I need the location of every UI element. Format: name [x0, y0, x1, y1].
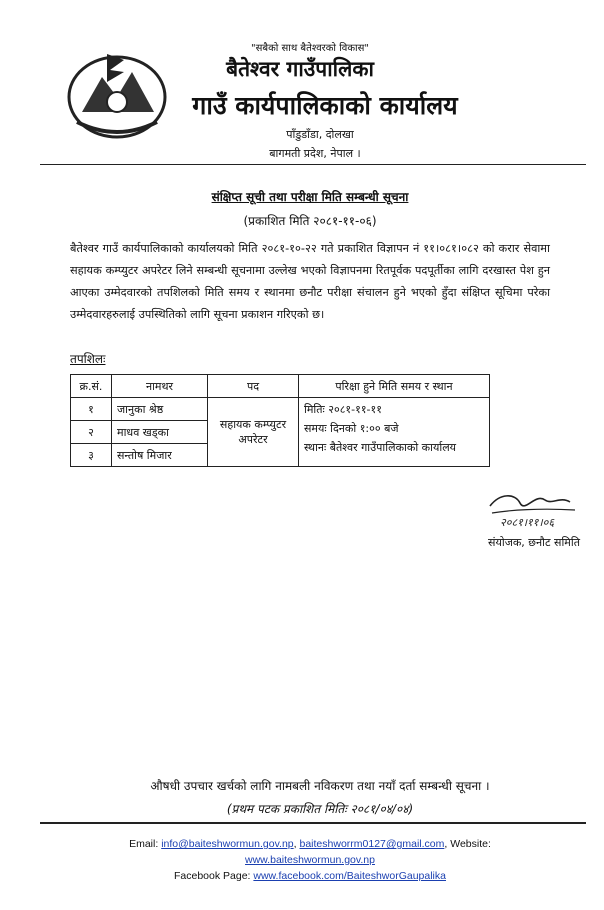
exam-details-cell: [299, 398, 490, 467]
email-link-1[interactable]: info@baiteshwormun.gov.np: [161, 838, 294, 850]
address-line-2: बागमती प्रदेश, नेपाल ।: [269, 147, 361, 160]
org-name: बैतेश्वर गाउँपालिका: [226, 57, 374, 81]
footer-notice: औषधी उपचार खर्चको लागि नामबली नविकरण तथा नयाँ दर्ता सम्बन्धी सूचना ।: [150, 779, 490, 793]
exam-date: मितिः २०८१-११-११: [304, 403, 382, 416]
facebook-label: Facebook Page:: [174, 870, 251, 882]
email-link-2[interactable]: baiteshworrm0127@gmail.com: [299, 838, 445, 850]
nepal-emblem-icon: [62, 42, 172, 142]
table-row: [71, 398, 490, 421]
row-name: माधव खड्का: [112, 421, 208, 444]
header-divider: [40, 164, 586, 165]
website-link[interactable]: www.baiteshwormun.gov.np: [245, 854, 375, 866]
footer-divider: [40, 822, 586, 824]
row-sn: १: [71, 398, 112, 421]
footer-publish-date: (प्रथम पटक प्रकाशित मितिः २०८१/०४/०४): [226, 802, 414, 816]
post-cell: सहायक कम्प्युटर अपरेटर: [208, 398, 299, 467]
row-sn: २: [71, 421, 112, 444]
table-header-row: [71, 375, 490, 398]
signature-icon: [480, 488, 580, 533]
office-name: गाउँ कार्यपालिकाको कार्यालय: [192, 91, 458, 120]
row-name: सन्तोष मिजार: [112, 444, 208, 467]
facebook-link[interactable]: www.facebook.com/BaiteshworGaupalika: [253, 870, 446, 882]
address-line-1: पाँडुडाँडा, दोलखा: [286, 128, 354, 141]
details-label: तपशिलः: [70, 352, 106, 366]
svg-text:२०८१।११।०६: २०८१।११।०६: [500, 516, 555, 529]
exam-time: समयः दिनको १:०० बजे: [304, 422, 399, 435]
notice-subject: संक्षिप्त सूची तथा परीक्षा मिति सम्बन्धी सूचना: [211, 190, 409, 204]
motto: "सबैको साथ बैतेश्वरको विकास": [251, 43, 369, 54]
header-post: पद: [208, 375, 299, 398]
header-sn: क्र.सं.: [71, 375, 112, 398]
website-label: Website:: [450, 838, 491, 850]
notice-body: बैतेश्वर गाउँ कार्यपालिकाको कार्यालयको मिति २०८१-१०-२२ गते प्रकाशित विज्ञापन नं ११।०८१।०८२ को करार सेवामा सहायक कम्प्युटर अपरेटर लिने सम्बन्धी सूचनामा उल्लेख भएको विज्ञापनमा रितपूर्वक पदपूर्तीका लागि दरखास्त पेश हुन आएका उम्मेदवारको तपशिलको मिति समय र स्थानमा छनौट परीक्षा संचालन हुने भएको हुँदा संक्षिप्त सूचिमा परेका उम्मेदवारहरुलाई उपस्थितिको लागि सूचना प्रकाशन गरिएको छ।: [70, 242, 550, 321]
email-label: Email:: [129, 838, 159, 850]
signatory-role: संयोजक, छनौट समिति: [488, 536, 580, 549]
header-exam: परिक्षा हुने मिति समय र स्थान: [299, 375, 490, 398]
candidate-table: [70, 374, 490, 467]
row-sn: ३: [71, 444, 112, 467]
contact-website-line: [60, 854, 560, 866]
exam-place: स्थानः बैतेश्वर गाउँपालिकाको कार्यालय: [304, 441, 457, 454]
row-name: जानुका श्रेष्ठ: [112, 398, 208, 421]
publish-date: (प्रकाशित मिति २०८१-११-०६): [243, 214, 377, 228]
header-name: नामथर: [112, 375, 208, 398]
contact-facebook-line: [60, 870, 560, 882]
contact-email-line: Email: info@baiteshwormun.gov.np, baiteshworrm0127@gmail.com, Website:: [129, 838, 491, 850]
